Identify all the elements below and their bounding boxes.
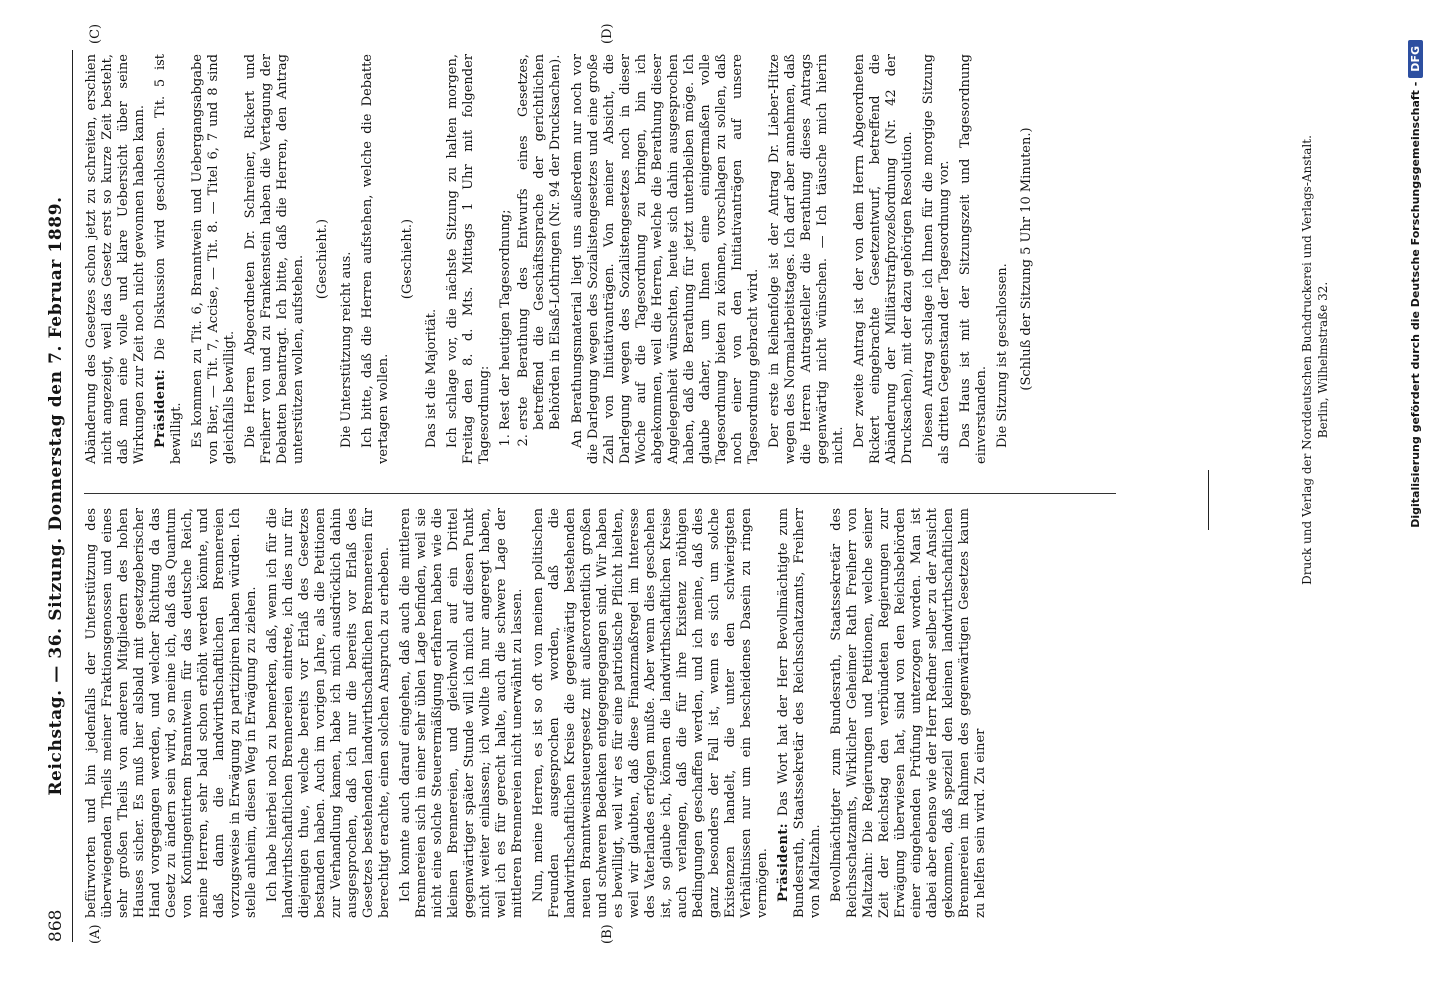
- page-header: [42, 50, 73, 942]
- speaker-label: Präsident:: [153, 369, 168, 448]
- right-paragraph: Der zweite Antrag ist der von dem Herrn Abgeordneten Rickert eingebrachte Gesetzentwurf, betreffend die Abänderung der Militärstrafprozeßordnung (Nr. 42 der Drucksachen), mit der dazu gehörigen Resolution.: [852, 54, 915, 464]
- speaker-paragraph: [776, 508, 824, 918]
- section-rule: [1208, 470, 1209, 530]
- margin-mark-c: (C): [88, 23, 103, 44]
- right-paragraph: Ich schlage vor, die nächste Sitzung zu halten morgen, Freitag den 8. d. Mts. Mittags 1 Uhr mit folgender Tagesordnung:: [445, 54, 492, 464]
- margin-mark-a: (A): [88, 924, 103, 944]
- imprint-line: Druck und Verlag der Norddeutschen Buchdruckerei und Verlags-Anstalt.: [1300, 135, 1314, 585]
- right-paragraph: Der erste in Reihenfolge ist der Antrag Dr. Lieber-Hitze wegen des Normalarbeitstages. Ich darf aber annehmen, daß die Herren Antragsteller die Berathung dieses Antrags gegenwärtig nicht wünschen. — Ich täusche mich hierin nicht.: [767, 54, 846, 464]
- left-paragraph: Ich habe hierbei noch zu bemerken, daß, wenn ich für die landwirthschaftlichen Brennereien eintrete, ich dies nur für diejenigen thue, welche bereits vor Erlaß des Gesetzes bestanden haben. Auch im vorigen Jahre, als die Petitionen zur Verhandlung kamen, habe ich mich ausdrücklich dahin ausgesprochen, daß ich nur die bereits vor Erlaß des Gesetzes bestehenden landwirthschaftlichen Brennereien für berechtigt erachte, einen solchen Anspruch zu erheben.: [265, 508, 392, 918]
- running-head: Reichstag. — 36. Sitzung. Donnerstag den 7. Februar 1889.: [46, 196, 66, 796]
- agenda-item: 2. erste Berathung des Entwurfs eines Gesetzes, betreffend die Geschäftssprache der gerichtlichen Behörden in Elsaß-Lothringen (Nr. 94 der Drucksachen).: [516, 54, 564, 430]
- speech-text: Die Diskussion wird geschlossen. Tit. 5 ist bewilligt.: [153, 54, 184, 464]
- dfg-badge: DFG: [1408, 40, 1423, 78]
- right-paragraph: Diesen Antrag schlage ich Ihnen für die morgige Sitzung als dritten Gegenstand der Tagesordnung vor.: [921, 54, 952, 464]
- stage-note: (Geschieht.): [400, 218, 415, 300]
- closing-note: (Schluß der Sitzung 5 Uhr 10 Minuten.): [1019, 127, 1034, 391]
- margin-mark-b: (B): [600, 924, 615, 944]
- left-column: [84, 508, 1116, 918]
- agenda-list: [498, 54, 564, 430]
- page-number: 868: [46, 909, 66, 942]
- left-paragraph: Nun, meine Herren, es ist so oft von meinen politischen Freunden ausgesprochen worden, daß die landwirthschaftlichen Kreise die gegenwärtig bestehenden neuen Branntweinsteuergesetz mit außerordentlich großen und schweren Bedenken entgegengegangen sind. Wir haben es bewilligt, weil wir es für eine patriotische Pflicht hielten, weil wir glaubten, daß diese Finanzmaßregel im Interesse des Vaterlandes erfolgen mußte. Aber wenn dies geschehen ist, so glaube ich, können die landwirthschaftlichen Kreise auch verlangen, daß die für ihre Existenz nöthigen Bedingungen geschaffen werden, und ich meine, daß dies ganz besonders der Fall ist, wenn es sich um solche Existenzen handelt, die unter den schwierigsten Verhältnissen nur um ein bescheidenes Dasein zu ringen vermögen.: [531, 508, 770, 918]
- stage-note: (Geschieht.): [315, 218, 330, 300]
- agenda-item: 1. Rest der heutigen Tagesordnung;: [498, 54, 514, 430]
- left-paragraph: Ich konnte auch darauf eingehen, daß auch die mittleren Brennereien sich in einer sehr üblen Lage befinden, weil sie nicht eine solche Steuerermäßigung erfahren haben wie die kleinen Brennereien, und gleichwohl auf ein Drittel gegenwärtiger später Stunde will ich mich auf diesen Punkt nicht weiter einlassen; ich wollte ihn nur angeregt haben, weil ich es für gerecht halte, auch die schwere Lage der mittleren Brennereien nicht unerwähnt zu lassen.: [398, 508, 525, 918]
- left-paragraph: Bevollmächtigter zum Bundesrath, Staatssekretär des Reichsschatzamts, Wirklicher Geheimer Rath Freiherr von Maltzahn: Die Regierungen und Petitionen, welche seiner Zeit der Reichstag den verbündeten Regierungen zur Erwägung überwiesen hat, sind von den Reichsbehörden einer eingehenden Prüfung unterzogen worden. Man ist dabei aber ebenso wie der Herr Redner selber zu der Ansicht gekommen, daß speziell den kleinen landwirthschaftlichen Brennereien im Rahmen des gegenwärtigen Gesetzes kaum zu helfen sein wird. Zu einer: [829, 508, 988, 918]
- margin-mark-d: (D): [600, 23, 615, 44]
- imprint-line: Berlin, Wilhelmstraße 32.: [1316, 281, 1330, 439]
- right-paragraph: Abänderung des Gesetzes schon jetzt zu schreiten, erschien nicht angezeigt, weil das Gesetz erst so kurze Zeit besteht, daß man eine volle und klare Uebersicht über seine Wirkungen zur Zeit noch nicht gewonnen haben kann.: [84, 54, 147, 464]
- right-paragraph: Es kommen zu Tit. 6, Branntwein und Uebergangsabgabe von Bier, — Tit. 7, Accise, — Tit. 8. — Titel 6, 7 und 8 sind gleichfalls bewilligt.: [190, 54, 237, 464]
- speaker-label: Präsident:: [776, 823, 791, 902]
- right-paragraph: Das Haus ist mit der Sitzungszeit und Tagesordnung einverstanden.: [958, 54, 989, 464]
- right-paragraph: Die Herren Abgeordneten Dr. Schreiner, Rickert und Freiherr von und zu Frankenstein haben die Vertagung der Debatten beantragt. Ich bitte, daß die Herren, den Antrag unterstützen wollen, aufstehen.: [243, 54, 306, 464]
- digitization-credit: [1404, 40, 1426, 940]
- speaker-paragraph: [153, 54, 185, 464]
- right-column: [84, 54, 1116, 464]
- speech-text: Das Wort hat der Herr Bevollmächtigte zum Bundesrath, Staatssekretär des Reichsschatzamts, Freiherr von Maltzahn.: [776, 508, 823, 918]
- right-paragraph: Die Unterstützung reicht aus.: [339, 251, 354, 448]
- column-divider: [84, 493, 1116, 494]
- left-paragraph: befürworten und bin jedenfalls der Unterstützung des überwiegenden Theils meiner Fraktionsgenossen und eines sehr großen Theils von anderen Mitgliedern des hohen Hauses sicher. Es muß hier alsbald mit gesetzgeberischer Hand vorgegangen werden, und welcher Richtung da das Gesetz zu ändern sein wird, so meine ich, daß das Quantum von Kontingentirtem Branntwein für das deutsche Reich, meine Herren, sehr bald schon erhöht werden könnte, und daß dann die landwirthschaftlichen Brennereien vorzugsweise in Erwägung zu partizipiren haben würden. Ich stelle anheim, diesen Weg in Erwägung zu ziehen.: [84, 508, 259, 918]
- credit-text: Digitalisierung gefördert durch die Deutsche Forschungsgemeinschaft -: [1408, 81, 1422, 528]
- right-paragraph: An Berathungsmaterial liegt uns außerdem nur noch vor die Darlegung wegen des Sozialistengesetzes und eine große Zahl von Initiativanträgen. Von meiner Absicht, die Darlegung wegen des Sozialistengesetzes noch in dieser Woche auf die Tagesordnung zu bringen, bin ich abgekommen, weil die Herren, welche die Berathung dieser Angelegenheit wünschten, heute sich dahin ausgesprochen haben, daß die Berathung für jetzt unterbleiben möge. Ich glaube daher, um Ihnen eine einigermaßen volle Tagesordnung bieten zu können, vorschlagen zu sollen, daß noch einer von den Initiativanträgen auf unsere Tagesordnung gebracht wird.: [570, 54, 761, 464]
- right-paragraph: Das ist die Majorität.: [424, 308, 439, 448]
- right-paragraph: Ich bitte, daß die Herren aufstehen, welche die Debatte vertagen wollen.: [360, 54, 391, 464]
- right-paragraph: Die Sitzung ist geschlossen.: [995, 263, 1010, 448]
